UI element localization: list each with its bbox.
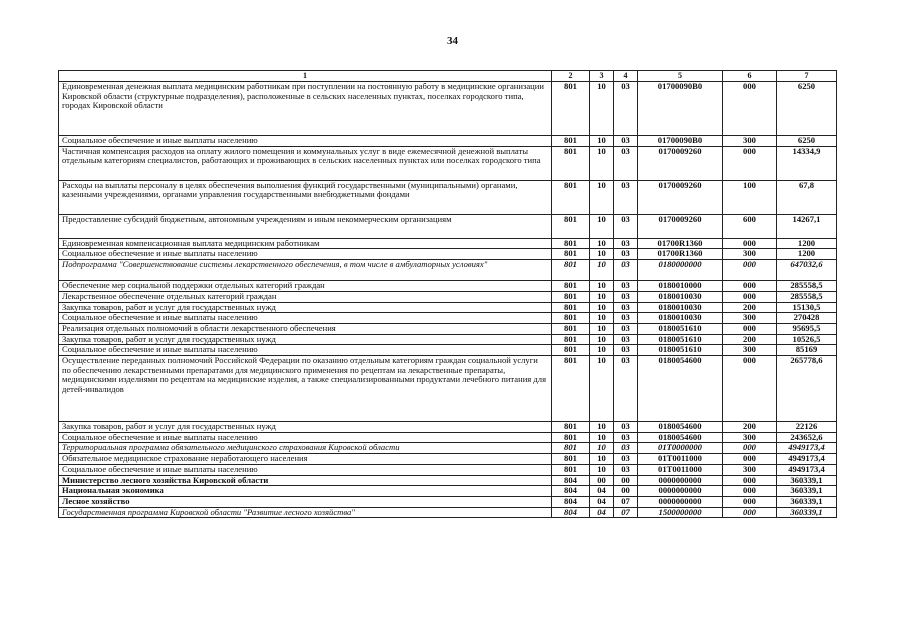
row-section: 10 bbox=[590, 291, 614, 302]
row-subsection: 03 bbox=[614, 260, 638, 281]
row-target-article: 0180051610 bbox=[638, 334, 723, 345]
row-name: Государственная программа Кировской области "Развитие лесного хозяйства" bbox=[59, 507, 552, 518]
row-subsection: 03 bbox=[614, 464, 638, 475]
row-target-article: 0180010030 bbox=[638, 291, 723, 302]
row-target-article: 01700R1360 bbox=[638, 249, 723, 260]
row-target-article: 0000000000 bbox=[638, 486, 723, 497]
row-amount: 6250 bbox=[777, 136, 837, 147]
table-row bbox=[59, 496, 837, 507]
row-subsection: 03 bbox=[614, 249, 638, 260]
table-row bbox=[59, 443, 837, 454]
row-expense-type: 000 bbox=[723, 507, 777, 518]
row-name: Лесное хозяйство bbox=[59, 496, 552, 507]
row-target-article: 0180010030 bbox=[638, 313, 723, 324]
row-subsection: 03 bbox=[614, 356, 638, 422]
row-section: 10 bbox=[590, 82, 614, 136]
row-subsection: 03 bbox=[614, 323, 638, 334]
row-target-article: 01Т0011000 bbox=[638, 464, 723, 475]
row-section: 10 bbox=[590, 281, 614, 292]
table-row bbox=[59, 323, 837, 334]
row-admin-code: 801 bbox=[552, 422, 590, 433]
row-subsection: 03 bbox=[614, 454, 638, 465]
row-subsection: 03 bbox=[614, 334, 638, 345]
row-amount: 14267,1 bbox=[777, 214, 837, 238]
row-section: 10 bbox=[590, 146, 614, 180]
row-expense-type: 200 bbox=[723, 302, 777, 313]
row-expense-type: 000 bbox=[723, 486, 777, 497]
row-subsection: 03 bbox=[614, 313, 638, 324]
row-subsection: 03 bbox=[614, 146, 638, 180]
row-section: 10 bbox=[590, 464, 614, 475]
row-admin-code: 801 bbox=[552, 291, 590, 302]
row-amount: 14334,9 bbox=[777, 146, 837, 180]
row-expense-type: 000 bbox=[723, 82, 777, 136]
row-subsection: 03 bbox=[614, 422, 638, 433]
row-section: 10 bbox=[590, 136, 614, 147]
row-expense-type: 000 bbox=[723, 291, 777, 302]
row-name: Подпрограмма "Совершенствование системы лекарственного обеспечения, в том числе в амбулаторных условиях" bbox=[59, 260, 552, 281]
budget-table bbox=[58, 70, 837, 518]
row-expense-type: 300 bbox=[723, 464, 777, 475]
table-row bbox=[59, 260, 837, 281]
row-section: 10 bbox=[590, 323, 614, 334]
table-row bbox=[59, 345, 837, 356]
row-name: Предоставление субсидий бюджетным, автономным учреждениям и иным некоммерческим организациям bbox=[59, 214, 552, 238]
row-expense-type: 000 bbox=[723, 260, 777, 281]
row-expense-type: 300 bbox=[723, 249, 777, 260]
row-subsection: 00 bbox=[614, 475, 638, 486]
row-section: 04 bbox=[590, 486, 614, 497]
row-amount: 360339,1 bbox=[777, 496, 837, 507]
row-admin-code: 801 bbox=[552, 454, 590, 465]
row-target-article: 01700R1360 bbox=[638, 238, 723, 249]
row-amount: 4949173,4 bbox=[777, 464, 837, 475]
table-row bbox=[59, 291, 837, 302]
row-expense-type: 000 bbox=[723, 443, 777, 454]
row-name: Социальное обеспечение и иные выплаты населению bbox=[59, 313, 552, 324]
row-subsection: 03 bbox=[614, 238, 638, 249]
row-amount: 4949173,4 bbox=[777, 443, 837, 454]
row-name: Расходы на выплаты персоналу в целях обеспечения выполнения функций государственными (муниципальными) органами, казенными учреждениями, органами управления государственными внебюджетными фондами bbox=[59, 180, 552, 214]
row-admin-code: 801 bbox=[552, 345, 590, 356]
row-subsection: 03 bbox=[614, 345, 638, 356]
row-subsection: 03 bbox=[614, 136, 638, 147]
row-expense-type: 300 bbox=[723, 313, 777, 324]
row-subsection: 03 bbox=[614, 82, 638, 136]
row-name: Единовременная компенсационная выплата медицинским работникам bbox=[59, 238, 552, 249]
row-amount: 85169 bbox=[777, 345, 837, 356]
table-row bbox=[59, 432, 837, 443]
row-name: Национальная экономика bbox=[59, 486, 552, 497]
row-amount: 4949173,4 bbox=[777, 454, 837, 465]
row-name: Территориальная программа обязательного медицинского страхования Кировской области bbox=[59, 443, 552, 454]
row-target-article: 0180051610 bbox=[638, 345, 723, 356]
row-name: Закупка товаров, работ и услуг для государственных нужд bbox=[59, 334, 552, 345]
row-admin-code: 801 bbox=[552, 146, 590, 180]
row-section: 00 bbox=[590, 475, 614, 486]
table-row bbox=[59, 313, 837, 324]
row-section: 04 bbox=[590, 507, 614, 518]
row-amount: 647032,6 bbox=[777, 260, 837, 281]
row-target-article: 0170009260 bbox=[638, 146, 723, 180]
row-amount: 270428 bbox=[777, 313, 837, 324]
column-header: 7 bbox=[777, 71, 837, 82]
row-admin-code: 801 bbox=[552, 334, 590, 345]
row-target-article: 0180010030 bbox=[638, 302, 723, 313]
row-section: 10 bbox=[590, 432, 614, 443]
row-name: Обеспечение мер социальной поддержки отдельных категорий граждан bbox=[59, 281, 552, 292]
row-target-article: 0180054600 bbox=[638, 432, 723, 443]
row-expense-type: 300 bbox=[723, 136, 777, 147]
table-row bbox=[59, 302, 837, 313]
row-name: Обязательное медицинское страхование неработающего населения bbox=[59, 454, 552, 465]
row-section: 10 bbox=[590, 214, 614, 238]
row-admin-code: 804 bbox=[552, 496, 590, 507]
table-row bbox=[59, 454, 837, 465]
row-subsection: 03 bbox=[614, 302, 638, 313]
row-section: 10 bbox=[590, 260, 614, 281]
row-amount: 22126 bbox=[777, 422, 837, 433]
row-amount: 243652,6 bbox=[777, 432, 837, 443]
row-name: Закупка товаров, работ и услуг для государственных нужд bbox=[59, 302, 552, 313]
row-target-article: 0180010000 bbox=[638, 281, 723, 292]
row-admin-code: 801 bbox=[552, 443, 590, 454]
row-target-article: 0180000000 bbox=[638, 260, 723, 281]
row-name: Единовременная денежная выплата медицинским работникам при поступлении на постоянную работу в медицинские организации Кировской области (структурные подразделения), расположенные в сельских населенных пунктах, поселках городского типа, городах Кировской области bbox=[59, 82, 552, 136]
row-admin-code: 804 bbox=[552, 475, 590, 486]
row-amount: 265778,6 bbox=[777, 356, 837, 422]
row-expense-type: 300 bbox=[723, 432, 777, 443]
row-name: Лекарственное обеспечение отдельных категорий граждан bbox=[59, 291, 552, 302]
row-expense-type: 600 bbox=[723, 214, 777, 238]
row-admin-code: 801 bbox=[552, 356, 590, 422]
row-expense-type: 300 bbox=[723, 345, 777, 356]
row-section: 10 bbox=[590, 249, 614, 260]
row-name: Частичная компенсация расходов на оплату жилого помещения и коммунальных услуг в виде ежемесячной денежной выплаты отдельным категориям специалистов, работающих и проживающих в сельских населенных пунктах или поселках городского типа bbox=[59, 146, 552, 180]
row-target-article: 01700090В0 bbox=[638, 136, 723, 147]
row-expense-type: 000 bbox=[723, 281, 777, 292]
row-amount: 360339,1 bbox=[777, 475, 837, 486]
row-expense-type: 000 bbox=[723, 146, 777, 180]
row-name: Социальное обеспечение и иные выплаты населению bbox=[59, 249, 552, 260]
row-expense-type: 000 bbox=[723, 496, 777, 507]
row-name: Реализация отдельных полномочий в области лекарственного обеспечения bbox=[59, 323, 552, 334]
row-amount: 95695,5 bbox=[777, 323, 837, 334]
row-expense-type: 000 bbox=[723, 454, 777, 465]
row-admin-code: 801 bbox=[552, 432, 590, 443]
row-amount: 10526,5 bbox=[777, 334, 837, 345]
column-header: 5 bbox=[638, 71, 723, 82]
row-section: 10 bbox=[590, 356, 614, 422]
table-row bbox=[59, 486, 837, 497]
row-admin-code: 801 bbox=[552, 302, 590, 313]
row-section: 10 bbox=[590, 345, 614, 356]
row-target-article: 01Т0011000 bbox=[638, 454, 723, 465]
table-row bbox=[59, 146, 837, 180]
row-subsection: 03 bbox=[614, 432, 638, 443]
table-row bbox=[59, 422, 837, 433]
row-admin-code: 801 bbox=[552, 136, 590, 147]
row-subsection: 03 bbox=[614, 281, 638, 292]
page-number: 34 bbox=[447, 35, 458, 47]
row-admin-code: 801 bbox=[552, 323, 590, 334]
table-row bbox=[59, 475, 837, 486]
column-header: 1 bbox=[59, 71, 552, 82]
row-admin-code: 801 bbox=[552, 260, 590, 281]
row-name: Социальное обеспечение и иные выплаты населению bbox=[59, 432, 552, 443]
row-name: Социальное обеспечение и иные выплаты населению bbox=[59, 136, 552, 147]
row-target-article: 01700090В0 bbox=[638, 82, 723, 136]
table-row bbox=[59, 356, 837, 422]
row-section: 10 bbox=[590, 454, 614, 465]
table-row bbox=[59, 238, 837, 249]
row-admin-code: 801 bbox=[552, 313, 590, 324]
row-subsection: 03 bbox=[614, 291, 638, 302]
column-header: 6 bbox=[723, 71, 777, 82]
row-section: 10 bbox=[590, 313, 614, 324]
row-name: Социальное обеспечение и иные выплаты населению bbox=[59, 464, 552, 475]
row-target-article: 0000000000 bbox=[638, 496, 723, 507]
table-row bbox=[59, 82, 837, 136]
row-target-article: 0180051610 bbox=[638, 323, 723, 334]
row-section: 10 bbox=[590, 422, 614, 433]
row-subsection: 07 bbox=[614, 496, 638, 507]
row-amount: 360339,1 bbox=[777, 486, 837, 497]
row-amount: 67,8 bbox=[777, 180, 837, 214]
row-admin-code: 804 bbox=[552, 507, 590, 518]
row-admin-code: 801 bbox=[552, 82, 590, 136]
row-target-article: 01Т0000000 bbox=[638, 443, 723, 454]
row-target-article: 0180054600 bbox=[638, 356, 723, 422]
row-admin-code: 801 bbox=[552, 214, 590, 238]
row-amount: 285558,5 bbox=[777, 291, 837, 302]
row-section: 10 bbox=[590, 443, 614, 454]
row-amount: 15130,5 bbox=[777, 302, 837, 313]
row-section: 10 bbox=[590, 334, 614, 345]
table-row bbox=[59, 507, 837, 518]
row-subsection: 00 bbox=[614, 486, 638, 497]
row-amount: 285558,5 bbox=[777, 281, 837, 292]
row-amount: 6250 bbox=[777, 82, 837, 136]
row-target-article: 0180054600 bbox=[638, 422, 723, 433]
row-name: Осуществление переданных полномочий Российской Федерации по оказанию отдельным категориям граждан социальной услуги по обеспечению лекарственными препаратами для медицинского применения по рецептам на лекарственные препараты, медицинскими изделиями по рецептам на медицинские изделия, а также специализированными продуктами лечебного питания для детей-инвалидов bbox=[59, 356, 552, 422]
row-expense-type: 000 bbox=[723, 475, 777, 486]
row-admin-code: 801 bbox=[552, 249, 590, 260]
table-row bbox=[59, 249, 837, 260]
table-row bbox=[59, 136, 837, 147]
row-expense-type: 000 bbox=[723, 323, 777, 334]
column-header: 2 bbox=[552, 71, 590, 82]
row-section: 04 bbox=[590, 496, 614, 507]
row-amount: 1200 bbox=[777, 238, 837, 249]
row-admin-code: 804 bbox=[552, 486, 590, 497]
row-expense-type: 100 bbox=[723, 180, 777, 214]
column-header: 4 bbox=[614, 71, 638, 82]
table-row bbox=[59, 334, 837, 345]
row-target-article: 0000000000 bbox=[638, 475, 723, 486]
row-name: Социальное обеспечение и иные выплаты населению bbox=[59, 345, 552, 356]
row-section: 10 bbox=[590, 238, 614, 249]
row-admin-code: 801 bbox=[552, 180, 590, 214]
row-admin-code: 801 bbox=[552, 281, 590, 292]
row-admin-code: 801 bbox=[552, 238, 590, 249]
row-section: 10 bbox=[590, 180, 614, 214]
row-target-article: 1500000000 bbox=[638, 507, 723, 518]
table-row bbox=[59, 214, 837, 238]
row-target-article: 0170009260 bbox=[638, 214, 723, 238]
row-expense-type: 200 bbox=[723, 334, 777, 345]
row-expense-type: 000 bbox=[723, 238, 777, 249]
row-name: Министерство лесного хозяйства Кировской области bbox=[59, 475, 552, 486]
row-amount: 360339,1 bbox=[777, 507, 837, 518]
table-row bbox=[59, 464, 837, 475]
row-subsection: 03 bbox=[614, 214, 638, 238]
row-subsection: 07 bbox=[614, 507, 638, 518]
row-section: 10 bbox=[590, 302, 614, 313]
row-expense-type: 200 bbox=[723, 422, 777, 433]
row-subsection: 03 bbox=[614, 180, 638, 214]
table-row bbox=[59, 281, 837, 292]
row-name: Закупка товаров, работ и услуг для государственных нужд bbox=[59, 422, 552, 433]
column-header: 3 bbox=[590, 71, 614, 82]
row-expense-type: 000 bbox=[723, 356, 777, 422]
row-target-article: 0170009260 bbox=[638, 180, 723, 214]
row-amount: 1200 bbox=[777, 249, 837, 260]
row-admin-code: 801 bbox=[552, 464, 590, 475]
table-row bbox=[59, 180, 837, 214]
row-subsection: 03 bbox=[614, 443, 638, 454]
table-header-row bbox=[59, 71, 837, 82]
